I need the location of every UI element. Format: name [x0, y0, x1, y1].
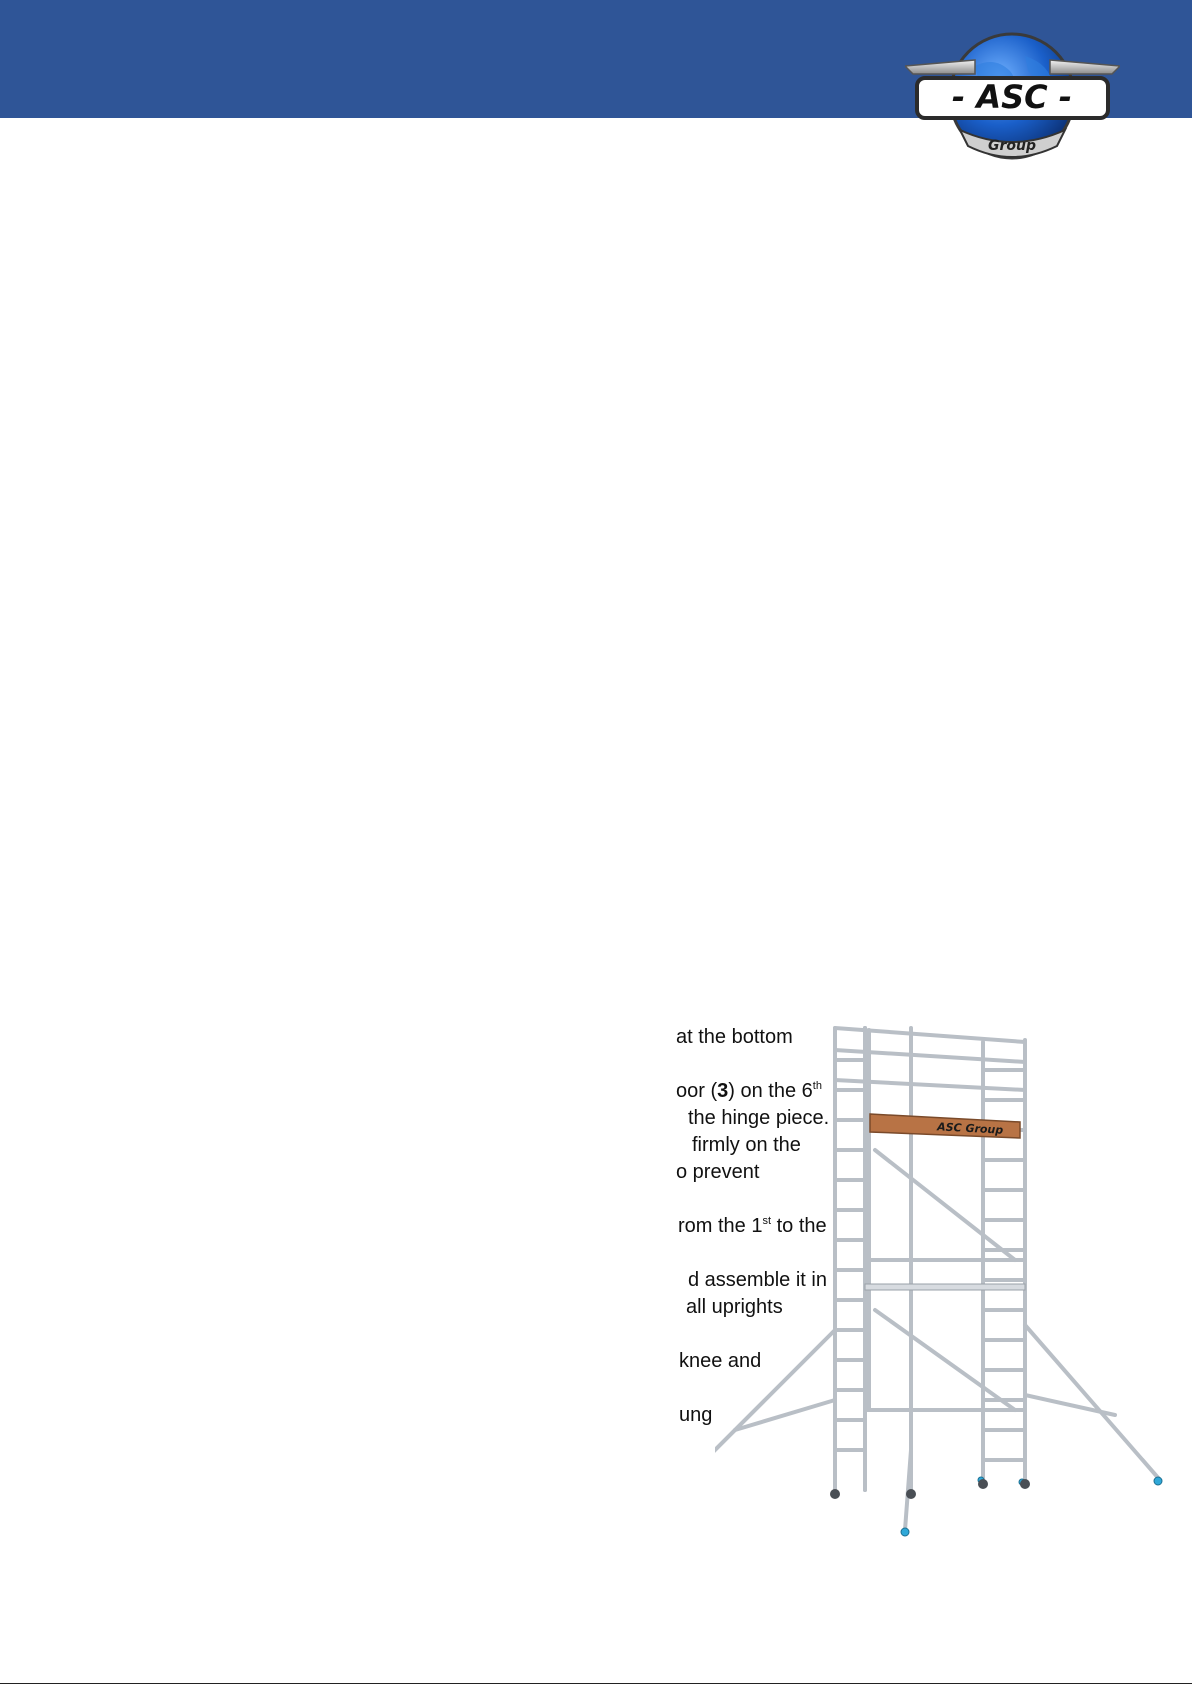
instruction-fragment: at the bottom — [676, 1026, 793, 1048]
logo-text: - ASC - — [951, 78, 1073, 116]
instruction-fragment: all uprights — [686, 1296, 783, 1318]
instruction-fragment: d assemble it in — [688, 1269, 827, 1291]
instruction-fragment: the hinge piece. — [688, 1107, 830, 1129]
mobile-scaffold-tower-icon — [715, 1010, 1170, 1540]
logo-subtext: Group — [987, 138, 1037, 154]
instruction-fragment: rom the 1st to the — [678, 1215, 827, 1237]
instruction-fragment: firmly on the — [692, 1134, 801, 1156]
scaffold-tower-illustration — [715, 1010, 1170, 1540]
asc-group-logo — [905, 26, 1120, 172]
instruction-fragment: oor (3) on the 6th — [676, 1080, 822, 1102]
footer-rule — [0, 1683, 1192, 1684]
platform-label: ASC Group — [936, 1120, 1004, 1137]
globe-wings-logo-icon — [905, 26, 1120, 172]
instruction-fragment: ung — [679, 1404, 713, 1426]
instruction-fragment: o prevent — [676, 1161, 760, 1183]
instruction-fragment: knee and — [679, 1350, 762, 1372]
